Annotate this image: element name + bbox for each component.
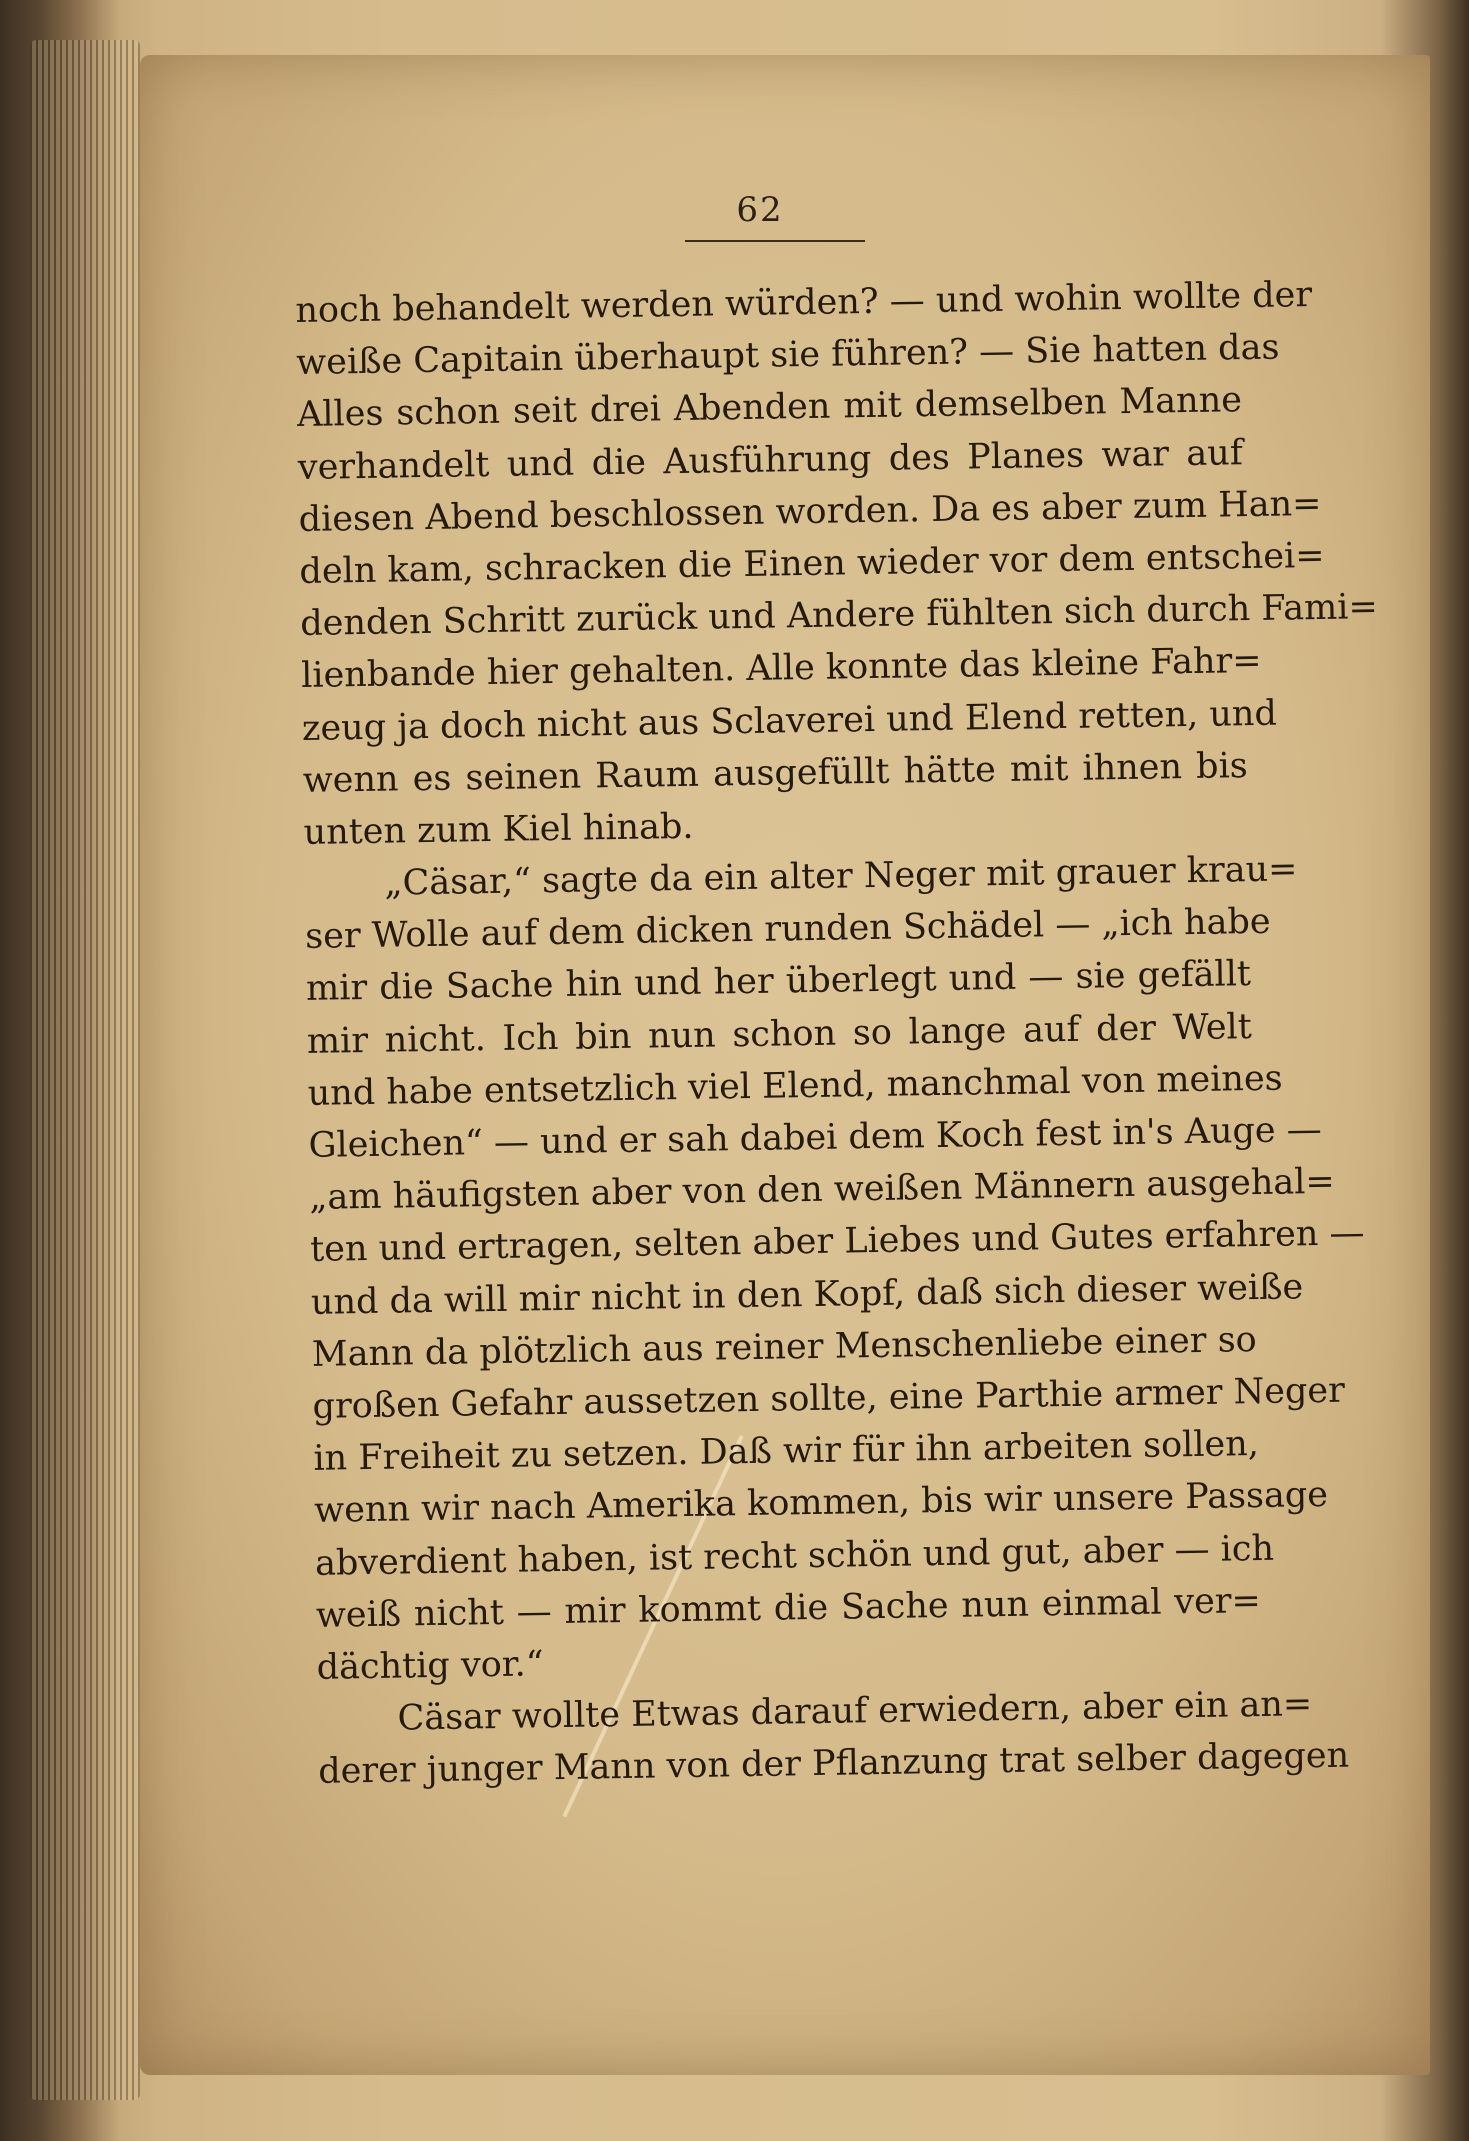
text-line: noch behandelt werden würden? — und wohin wollte der <box>295 275 1313 331</box>
page-number-rule <box>685 240 865 242</box>
body-text <box>295 270 1379 1798</box>
page-edges <box>30 40 140 2100</box>
text-line: lienbande hier gehalten. Alle konnte das kleine Fahr= <box>300 641 1262 697</box>
text-line: denden Schritt zurück und Andere fühlten sich durch Fami= <box>300 587 1379 645</box>
text-line: zeug ja doch nicht aus Sclaverei und Elend retten, und <box>301 693 1278 749</box>
text-line: derer junger Mann von der Pflanzung trat selber dagegen <box>318 1735 1350 1793</box>
text-line: Cäsar wollte Etwas darauf erwiedern, aber ein an= <box>397 1684 1313 1739</box>
text-line: mir nicht. Ich bin nun schon so lange auf der Welt <box>306 1006 1253 1062</box>
text-line: „Cäsar,“ sagte da ein alter Neger mit grauer krau= <box>384 849 1298 904</box>
text-line: in Freiheit zu setzen. Daß wir für ihn arbeiten sollen, <box>313 1424 1260 1479</box>
text-line: Alles schon seit drei Abenden mit demselben Manne <box>296 380 1243 436</box>
text-line: diesen Abend beschlossen worden. Da es aber zum Han= <box>298 483 1322 540</box>
text-line: weiße Capitain überhaupt sie führen? — Sie hatten das <box>295 327 1280 384</box>
page-number: 62 <box>736 190 784 230</box>
text-line: Gleichen“ — und er sah dabei dem Koch fest in's Auge — <box>308 1109 1323 1166</box>
text-line: und da will mir nicht in den Kopf, daß sich dieser weiße <box>310 1266 1304 1323</box>
text-line: wenn es seinen Raum ausgefüllt hätte mit ihnen bis <box>302 745 1248 801</box>
text-line: unten zum Kiel hinab. <box>303 806 694 853</box>
text-line: deln kam, schracken die Einen wieder vor dem entschei= <box>299 535 1325 592</box>
text-line: weiß nicht — mir kommt die Sache nun einmal ver= <box>315 1580 1262 1636</box>
text-line: dächtig vor.“ <box>316 1644 544 1688</box>
text-line: großen Gefahr aussetzen sollte, eine Parthie armer Neger <box>312 1370 1346 1427</box>
text-line: verhandelt und die Ausführung des Planes war auf <box>297 432 1244 488</box>
text-line: wenn wir nach Amerika kommen, bis wir unsere Passage <box>313 1475 1329 1532</box>
text-line: „am häufigsten aber von den weißen Männern ausgehal= <box>309 1161 1336 1219</box>
text-line: abverdient haben, ist recht schön und gut, aber — ich <box>314 1528 1275 1584</box>
text-line: ten und ertragen, selten aber Liebes und Gutes erfahren — <box>309 1213 1365 1271</box>
text-line: Mann da plötzlich aus reiner Menschenliebe einer so <box>311 1319 1258 1375</box>
text-line: mir die Sache hin und her überlegt und — sie gefällt <box>305 954 1252 1010</box>
text-line: und habe entsetzlich viel Elend, manchmal von meines <box>307 1058 1283 1114</box>
text-line: ser Wolle auf dem dicken runden Schädel — „ich habe <box>304 902 1271 958</box>
